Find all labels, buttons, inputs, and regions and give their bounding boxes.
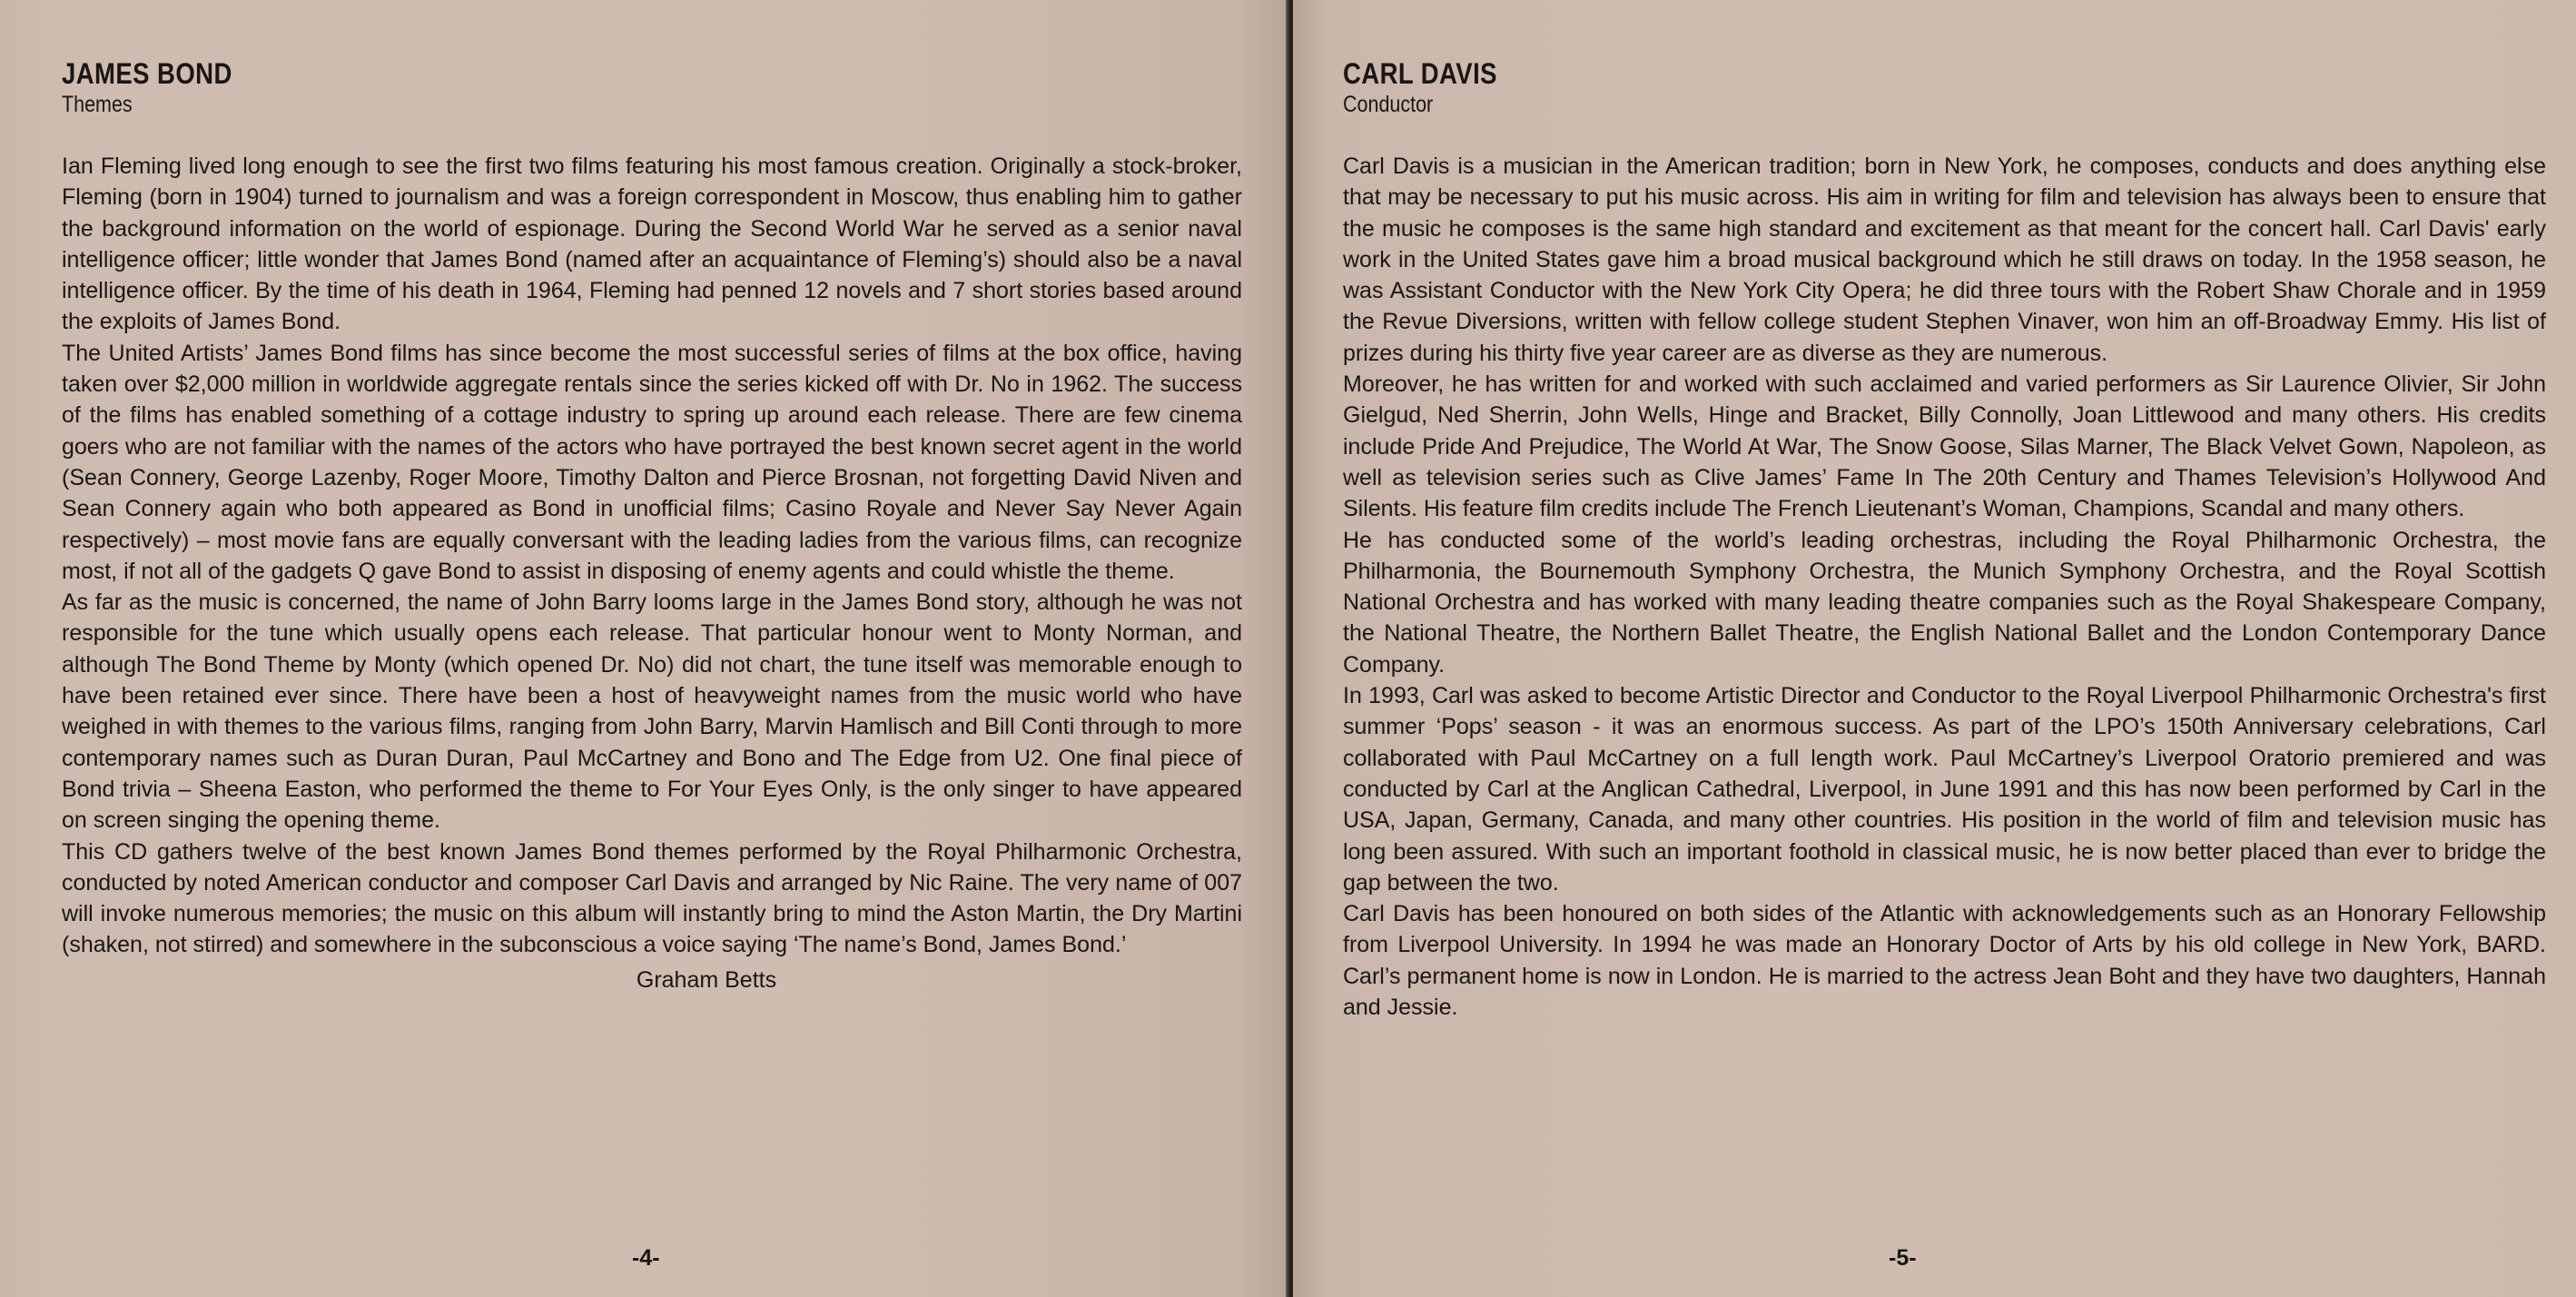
left-page-body bbox=[62, 151, 1242, 961]
right-page-title: CARL DAVIS bbox=[1343, 57, 1497, 90]
author-signature: Graham Betts bbox=[636, 966, 777, 993]
paragraph: Carl Davis has been honoured on both sides of the Atlantic with acknowledgements such as an Honorary Fellowship from Liverpool University. In 1994 he was made an Honorary Doctor of Arts by his old college in New York, BARD. Carl’s permanent home is now in London. He is married to the actress Jean Boht and they have two daughters, Hannah and Jessie. bbox=[1343, 901, 2546, 1021]
paragraph: As far as the music is concerned, the name of John Barry looms large in the James Bond story, although he was not responsible for the tune which usually opens each release. That particular honour went to Monty Norman, and although The Bond Theme by Monty (which opened Dr. No) did not chart, the tune itself was memorable enough to have been retained ever since. There have been a host of heavyweight names from the music world who have weighed in with themes to the various films, ranging from John Barry, Marvin Hamlisch and Bill Conti through to more contemporary names such as Duran Duran, Paul McCartney and Bono and The Edge from U2. One final piece of Bond trivia – Sheena Easton, who performed the theme to For Your Eyes Only, is the only singer to have appeared on screen singing the opening theme. bbox=[62, 589, 1242, 834]
paragraph: Moreover, he has written for and worked with such acclaimed and varied performers as Sir Laurence Olivier, Sir John Gielgud, Ned Sherrin, John Wells, Hinge and Bracket, Billy Connolly, Joan Littlewood and many others. His credits include Pride And Prejudice, The World At War, The Snow Goose, Silas Marner, The Black Velvet Gown, Napoleon, as well as television series such as Clive James’ Fame In The 20th Century and Thames Television’s Hollywood And Silents. His feature film credits include The French Lieutenant’s Woman, Champions, Scandal and many others. bbox=[1343, 371, 2546, 522]
paragraph: Ian Fleming lived long enough to see the first two films featuring his most famous creation. Originally a stock-broker, Fleming (born in 1904) turned to journalism and was a foreign correspondent in Moscow, thus enabling him to gather the background information on the world of espionage. During the Second World War he served as a senior naval intelligence officer; little wonder that James Bond (named after an acquaintance of Fleming’s) should also be a naval intelligence officer. By the time of his death in 1964, Fleming had penned 12 novels and 7 short stories based around the exploits of James Bond. bbox=[62, 153, 1242, 335]
paragraph: Carl Davis is a musician in the American tradition; born in New York, he composes, conducts and does anything else that may be necessary to put his music across. His aim in writing for film and television has always been to ensure that the music he composes is the same high standard and excitement as that meant for the concert hall. Carl Davis' early work in the United States gave him a broad musical background which he still draws on today. In the 1958 season, he was Assistant Conductor with the New York City Opera; he did three tours with the Robert Shaw Chorale and in 1959 the Revue Diversions, written with fellow college student Stephen Vinaver, won him an off-Broadway Emmy. His list of prizes during his thirty five year career are as diverse as they are numerous. bbox=[1343, 153, 2546, 366]
right-page-content bbox=[1343, 56, 2546, 1023]
paragraph: In 1993, Carl was asked to become Artistic Director and Conductor to the Royal Liverpool Philharmonic Orchestra's first summer ‘Pops’ season - it was an enormous success. As part of the LPO’s 150th Anniversary celebrations, Carl collaborated with Paul McCartney on a full length work. Paul McCartney’s Liverpool Oratorio premiered and was conducted by Carl at the Anglican Cathedral, Liverpool, in June 1991 and this has now been performed by Carl in the USA, Japan, Germany, Canada, and many other countries. His position in the world of film and television music has long been assured. With such an important foothold in classical music, he is now better placed than ever to bridge the gap between the two. bbox=[1343, 683, 2546, 896]
left-page-content bbox=[62, 56, 1242, 995]
page-number-left: -4- bbox=[632, 1245, 660, 1271]
right-page-subtitle: Conductor bbox=[1343, 92, 1434, 117]
paragraph: He has conducted some of the world’s leading orchestras, including the Royal Philharmonic Orchestra, the Philharmonia, the Bournemouth Symphony Orchestra, the Munich Symphony Orchestra, and the Royal Scottish National Orchestra and has worked with many leading theatre companies such as the Royal Shakespeare Company, the National Theatre, the Northern Ballet Theatre, the English National Ballet and the London Contemporary Dance Company. bbox=[1343, 527, 2546, 678]
paragraph: This CD gathers twelve of the best known James Bond themes performed by the Royal Philharmonic Orchestra, conducted by noted American conductor and composer Carl Davis and arranged by Nic Raine. The very name of 007 will invoke numerous memories; the music on this album will instantly bring to mind the Aston Martin, the Dry Martini (shaken, not stirred) and somewhere in the subconscious a voice saying ‘The name’s Bond, James Bond.’ bbox=[62, 838, 1242, 958]
right-page bbox=[1293, 0, 2576, 1297]
paragraph: The United Artists’ James Bond films has since become the most successful series of films at the box office, having taken over $2,000 million in worldwide aggregate rentals since the series kicked off with Dr. No in 1962. The success of the films has enabled something of a cottage industry to spring up around each release. There are few cinema goers who are not familiar with the names of the actors who have portrayed the best known secret agent in the world (Sean Connery, George Lazenby, Roger Moore, Timothy Dalton and Pierce Brosnan, not forgetting David Niven and Sean Connery again who both appeared as Bond in unofficial films; Casino Royale and Never Say Never Again respectively) – most movie fans are equally conversant with the leading ladies from the various films, can recognize most, if not all of the gadgets Q gave Bond to assist in disposing of enemy agents and could whistle the theme. bbox=[62, 340, 1242, 584]
page-number-right: -5- bbox=[1889, 1245, 1917, 1271]
right-page-body bbox=[1343, 151, 2546, 1023]
left-page-subtitle: Themes bbox=[62, 92, 133, 117]
left-page-title: JAMES BOND bbox=[62, 57, 232, 90]
